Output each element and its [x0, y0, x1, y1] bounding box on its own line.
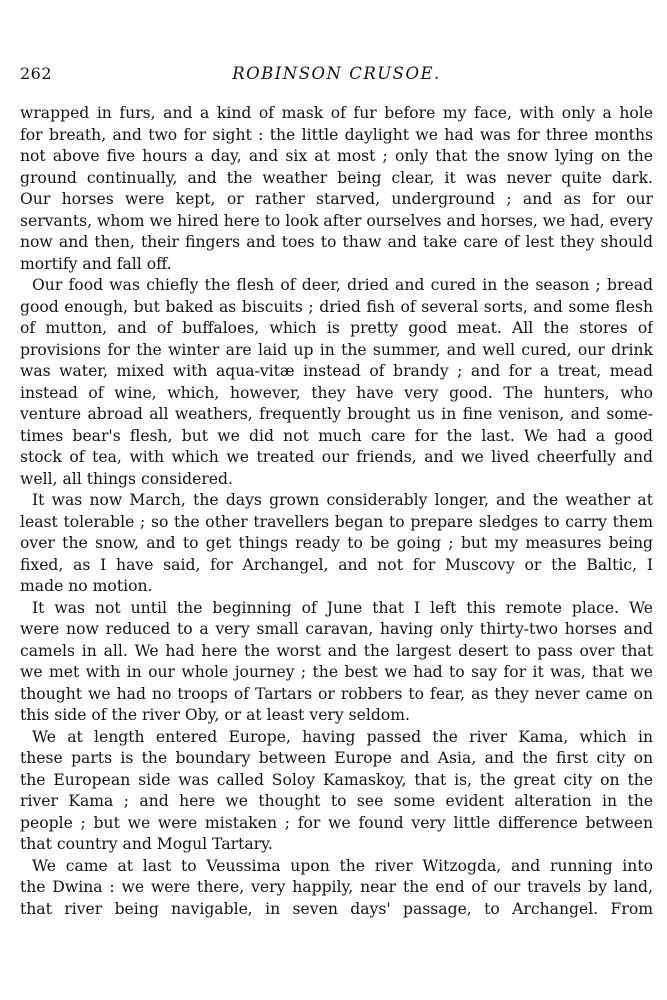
paragraph	[20, 275, 653, 490]
text-line: this side of the river Oby, or at least very seldom.	[20, 706, 410, 724]
text-line: camels in all. We had here the worst and the largest desert to pass over that	[20, 641, 653, 660]
text-line: river Kama ; and here we thought to see some evident alteration in the	[20, 792, 653, 810]
text-line: We at length entered Europe, having passed the river Kama, which in	[32, 727, 653, 746]
text-line: were now reduced to a very small caravan, having only thirty-two horses and	[20, 620, 653, 638]
text-line: We came at last to Veussima upon the river Witzogda, and running into	[32, 856, 653, 875]
text-line: these parts is the boundary between Europe and Asia, and the first city on	[20, 749, 653, 767]
text-line: not above five hours a day, and six at most ; only that the snow lying on the	[20, 147, 653, 165]
text-line: well, all things considered.	[20, 469, 233, 488]
text-line: venture abroad all weathers, frequently brought us in fine venison, and some-	[20, 405, 653, 423]
text-line: the Dwina : we were there, very happily, near the end of our travels by land,	[20, 878, 653, 896]
text-line: for breath, and two for sight : the little daylight we had was for three months	[20, 125, 653, 144]
book-page	[20, 64, 653, 920]
text-line: servants, whom we hired here to look after ourselves and horses, we had, every	[20, 211, 653, 230]
text-line: we met with in our whole journey ; the best we had to say for it was, that we	[20, 663, 653, 681]
text-line: that country and Mogul Tartary.	[20, 835, 273, 853]
text-line: instead of wine, which, however, they have very good. The hunters, who	[20, 383, 653, 402]
paragraph	[20, 727, 653, 856]
text-line: of mutton, and of buffaloes, which is pretty good meat. All the stores of	[20, 319, 653, 337]
paragraph	[20, 103, 653, 275]
text-line: mortify and fall off.	[20, 254, 172, 273]
text-line: now and then, their fingers and toes to thaw and take care of lest they should	[20, 233, 653, 251]
text-line: times bear's flesh, but we did not much care for the last. We had a good	[20, 426, 653, 445]
paragraph	[20, 490, 653, 598]
text-line: was water, mixed with aqua-vitæ instead of brandy ; and for a treat, mead	[20, 362, 653, 380]
text-line: wrapped in furs, and a kind of mask of fur before my face, with only a hole	[20, 104, 653, 122]
text-line: good enough, but baked as biscuits ; dried fish of several sorts, and some flesh	[20, 297, 653, 316]
paragraph	[20, 856, 653, 921]
text-line: Our horses were kept, or rather starved, underground ; and as for our	[20, 190, 653, 208]
body-text	[20, 103, 653, 920]
page-header	[20, 64, 653, 94]
text-line: over the snow, and to get things ready to be going ; but my measures being	[20, 534, 653, 552]
text-line: Our food was chiefly the flesh of deer, dried and cured in the season ; bread	[32, 276, 653, 294]
text-line: the European side was called Soloy Kamaskoy, that is, the great city on the	[20, 770, 653, 789]
text-line: provisions for the winter are laid up in the summer, and well cured, our drink	[20, 340, 653, 359]
page-number: 262	[20, 64, 53, 83]
text-line: fixed, as I have said, for Archangel, and not for Muscovy or the Baltic, I	[20, 555, 653, 574]
text-line: thought we had no troops of Tartars or robbers to fear, as they never came on	[20, 684, 653, 703]
text-line: least tolerable ; so the other travellers began to prepare sledges to carry them	[20, 512, 653, 531]
text-line: made no motion.	[20, 577, 153, 595]
text-line: It was not until the beginning of June that I left this remote place. We	[32, 598, 653, 617]
text-line: that river being navigable, in seven days' passage, to Archangel. From	[20, 899, 653, 918]
paragraph	[20, 598, 653, 727]
text-line: ground continually, and the weather being clear, it was never quite dark.	[20, 168, 653, 187]
text-line: people ; but we were mistaken ; for we found very little difference between	[20, 813, 653, 832]
text-line: It was now March, the days grown considerably longer, and the weather at	[32, 491, 653, 509]
text-line: stock of tea, with which we treated our friends, and we lived cheerfully and	[20, 448, 653, 466]
running-title: ROBINSON CRUSOE.	[232, 64, 441, 83]
